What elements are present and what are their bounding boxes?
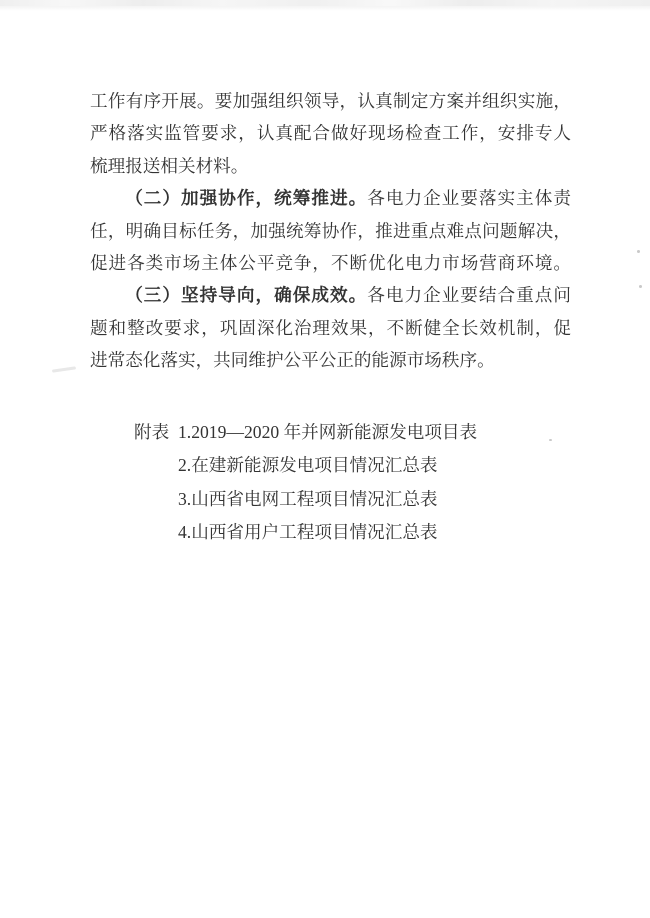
scan-speck [637,250,640,253]
line-text: 任，明确目标任务，加强统筹协作，推进重点难点问题解决， [90,220,571,241]
text-line [90,85,571,117]
line-text: 促进各类市场主体公平竞争，不断优化电力市场营商环境。 [90,252,571,273]
text-line [90,182,571,214]
scan-artifact-top-fade [0,6,650,11]
text-line [90,247,571,279]
line-text: 严格落实监管要求，认真配合做好现场检查工作，安排专人 [90,123,571,144]
appendix-item-text: 2.在建新能源发电项目情况汇总表 [178,455,438,476]
appendix-label: 附表 [134,422,170,442]
scan-speck [639,285,642,288]
run-in-heading: （三）坚持导向，确保成效。 [125,285,368,306]
text-line [90,117,571,149]
appendix-item [134,483,477,516]
text-line [90,215,571,247]
text-line [90,279,571,311]
document-body [90,85,571,377]
appendix-item [134,416,477,449]
line-text: 工作有序开展。要加强组织领导，认真制定方案并组织实施， [90,91,571,111]
text-line [90,312,571,344]
appendix-item [134,449,477,482]
text-line [90,150,571,182]
run-in-heading: （二）加强协作，统筹推进。 [125,188,368,209]
appendix-item-text: 1.2019—2020 年并网新能源发电项目表 [178,422,478,442]
appendix-item [134,516,477,549]
appendix-item-text: 3.山西省电网工程项目情况汇总表 [178,488,438,509]
scan-smudge [52,366,76,372]
line-text: 各电力企业要结合重点问 [367,285,571,306]
line-text: 梳理报送相关材料。 [90,155,249,176]
text-line [90,344,571,376]
scan-speck [549,439,552,441]
line-text: 进常态化落实，共同维护公平公正的能源市场秩序。 [90,350,495,371]
appendix-item-text: 4.山西省用户工程项目情况汇总表 [178,522,438,543]
line-text: 各电力企业要落实主体责 [367,188,571,209]
line-text: 题和整改要求，巩固深化治理效果，不断健全长效机制，促 [90,317,571,338]
appendix-list [134,416,477,550]
